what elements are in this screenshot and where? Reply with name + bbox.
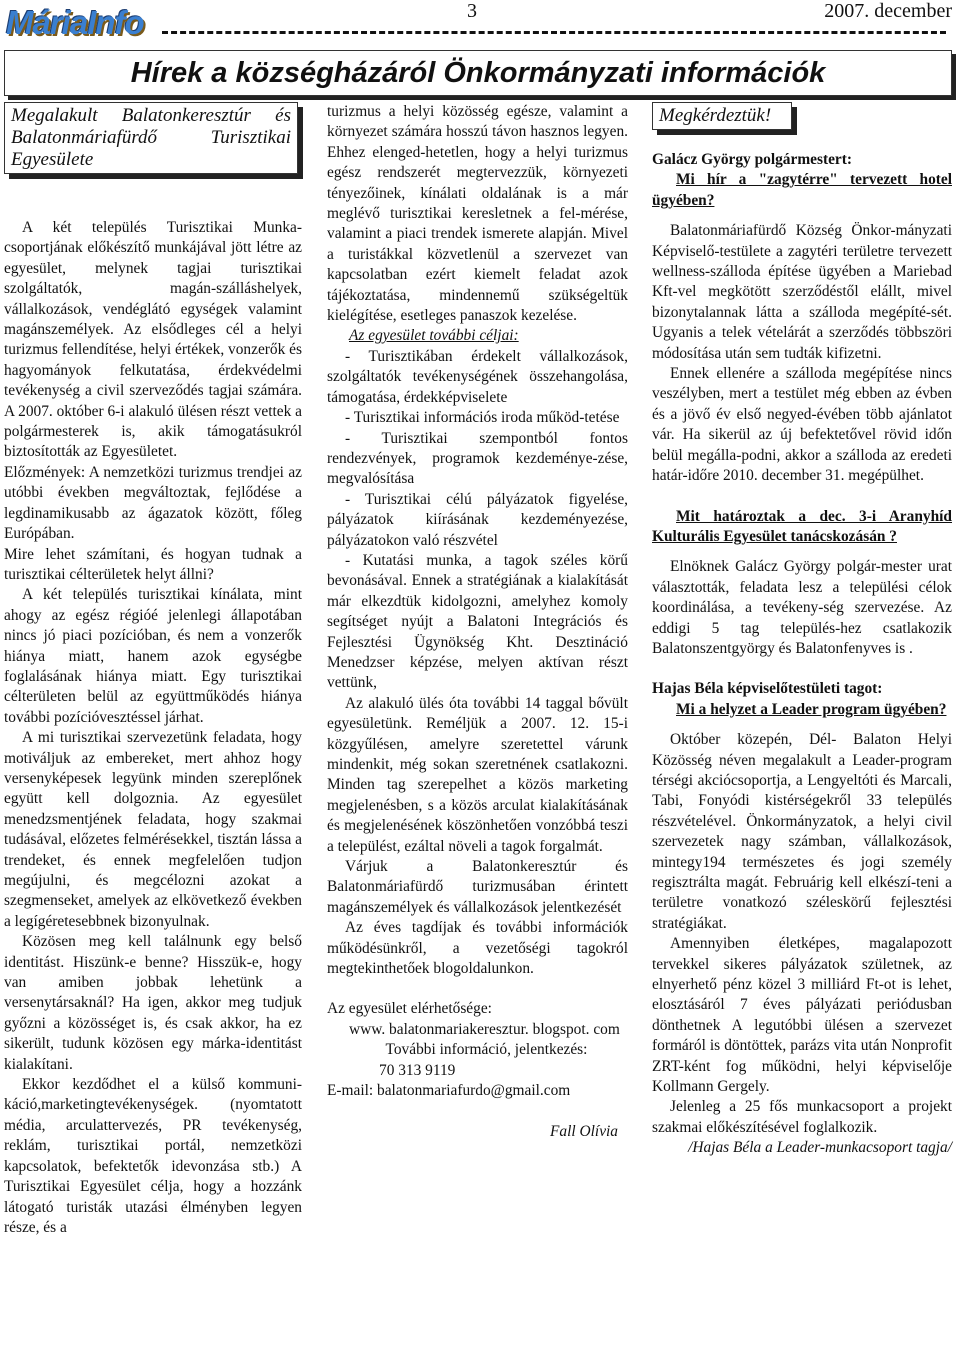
col1-paragraph: A mi turisztikai szervezetünk feladata, hogy motiváljuk az embereket, mert ahhoz hogy versenyképesek legyünk minden szereplőnek együtt kell dolgoznia. Az egyesület menedzsmentjének feladata, hogy szakmai tudásával, előzetes felmérésekkel, tisztán lássa a trendeket, és ennek megfelelően tudjon megújulni, és megcélozni azokat a szegmenseket, amelyek az elkövetkező években a legígéretesebbnek bizonyulnak. <box>4 729 302 930</box>
header-divider <box>162 31 946 34</box>
mariainfo-logo: MáriaInfo <box>6 4 144 41</box>
interview-question: Mi hír a "zagytérre" tervezett hotel ügyében? <box>652 171 952 209</box>
article-signature: Fall Olívia <box>550 1122 618 1140</box>
column-2 <box>327 102 628 1142</box>
contact-phone: 70 313 9119 <box>379 1061 456 1079</box>
contact-intro: Az egyesület elérhetősége: <box>327 1000 492 1018</box>
interview-question: Mi a helyzet a Leader program ügyében? <box>676 700 947 718</box>
goal-item: - Turisztikai célú pályázatok figyelése, pályázatok kiírásának kezdeményezése, pályázatokon való részvétel <box>327 490 628 549</box>
col2-paragraph: Az éves tagdíjak és további információk működésünkről, a vezetőségi tagokról megtekinthetőek blogoldalunkon. <box>327 919 628 978</box>
goal-item: - Turisztikai szempontból fontos rendezvények, programok kezdeménye-zése, megvalósítása <box>327 429 628 488</box>
masthead <box>0 0 960 46</box>
col1-paragraph: Mire lehet számítani, és hogyan tudnak a turisztikai célterületek helyt állni? <box>4 545 302 583</box>
col3-paragraph: Elnöknek Galácz György polgár-mester urat választották, feladata lesz a települési célok koordinálása, a tevékeny-ség szervezése. Az eddigi 5 tag település-hez csatlakozik Balatonszentgyörgy és Balatonfenyves is . <box>652 558 952 657</box>
interview-intro: Galácz György polgármestert: <box>652 151 853 168</box>
col1-paragraph: A két település turisztikai kínálata, mint ahogy az egész régióé jelenlegi állapotában nincs jó piaci pozícióban, és nem a vonzerők hiánya miatt, hanem azok egységbe foglalásának hiánya miatt. Egy turisztikai célterületen belül az együttműködés hiánya további pozícióvesztéssel járhat. <box>4 586 302 726</box>
col1-paragraph: Előzmények: A nemzetközi turizmus trendjei az utóbbi években megváltoztak, fejlődése a legdinamikusabb az ágazatok között, főleg Európában. <box>4 463 302 543</box>
col2-paragraph: Az alakuló ülés óta további 14 taggal bővült egyesületünk. Reméljük a 2007. 12. 15-i közgyűlésen, amelyre szeretettel várunk mindenkit, még sokan szeretnének csatlakozni. Minden tag szerepelhet a közös marketing megjelenésben, s a közös arculat kialakításának és megjelenésének köszönhetően vonzóbbá teszi a települést, ezáltal növeli a tagok forgalmát. <box>327 694 628 855</box>
column-3 <box>652 102 952 1159</box>
goal-item: - Turisztikai információs iroda működ-tetése <box>345 409 620 427</box>
col3-paragraph: Jelenleg a 25 fős munkacsoport a projekt szakmai előkészítésével foglalkozik. <box>652 1098 952 1136</box>
column-1 <box>4 102 302 1238</box>
col1-paragraph: Közösen meg kell találnunk egy belső identitást. Hiszünk-e benne? Hisszük-e, hogy van amiben jobbak lehetünk a versenytársaknál? Ha igen, akkor meg tudjuk győzni a közösséget is, és csak akkor, ha ez sikerült, tudunk közösen egy márka-identitást kialakítani. <box>4 933 302 1073</box>
col3-paragraph: Amennyiben életképes, magalapozott tervekkel sikeres pályázatok születnek, az elnyerhető pénz közel 3 milliárd Ft-ot is lehet, elosztásáról 7 éves pályázati periódusban dönthetnek A legutóbbi ülésen a szervezet formáról is döntöttek, parázs vita után Nonprofit ZRT-ként fog működni, helyi képviselője Kollmann Gergely. <box>652 935 952 1096</box>
interview-intro: Hajas Béla képviselőtestületi tagot: <box>652 680 883 698</box>
contact-web: www. balatonmariakeresztur. blogspot. com <box>349 1020 620 1038</box>
page-number: 3 <box>467 0 477 22</box>
interview-signature: /Hajas Béla a Leader-munkacsoport tagja/ <box>688 1139 952 1157</box>
col3-paragraph: Október közepén, Dél- Balaton Helyi Közösség néven megalakult a Leader-program térségi akciócsoportja, a Lengyeltóti és Marcali, Tabi, Fonyódi kistérségekről 33 település részvételével. Önkormányzatok, a helyi civil szervezetek nagy számban, vállalkozások, mintegy194 természetes és jogi személy regisztrálta magát. Februárig kell elkészí-teni a területre vonatkozó széleskörű fejlesztési stratégiákat. <box>652 731 952 932</box>
article-title-box: Megalakult Balatonkeresztúr és Balatonmáriafürdő Turisztikai Egyesülete <box>4 102 298 174</box>
col2-paragraph: turizmus a helyi közösség egésze, valamint a környezet számára hosszú távon hasznos legyen. Ehhez elenged-hetetlen, hogy a helyi turizmus egész rendszerét megtervezzük, környezeti tényezőinek, kínálati oldalának is a már meglévő turisztikai keresletnek a fel-mérése, valamint a piaci trendek ismerete alapján. Mivel a turistákkal közvetlenül a szervezet van kapcsolatban ezért kiemelt feladat azok tájékoztatása, mindennemű szükségeltük kielégítése, esetleges panaszok kezelése. <box>327 103 628 325</box>
col3-paragraph: Balatonmáriafürdő Község Önkor-mányzati Képviselő-testülete a zagytéri területre tervezett wellness-szálloda építése ügyében a Mariebad Kft-vel megkötött szerződéstől elállt, mivel bizonytalannak látta a szálloda megépíté-sét. Ugyanis a telek vételárát a szerződés többszöri módosítása után sem tudták kifizetni. <box>652 222 952 362</box>
contact-info: További információ, jelentkezés: <box>385 1041 588 1059</box>
col2-paragraph: Várjuk a Balatonkeresztúr és Balatonmáriafürdő turizmusában érintett magánszemélyek és vállalkozások jelentkezését <box>327 858 628 916</box>
interview-title-box: Megkérdeztük! <box>652 102 792 130</box>
col1-paragraph: Ekkor kezdődhet el a külső kommuni-káció,marketingtevékenységek. (nyomtatott média, arculattervezés, PR tevékenység, reklám, turisztikai portál, nemzetközi kapcsolatok, befektetők idevonzása stb.) A Turisztikai Egyesület célja, hogy a hozzánk látogató turisták utazási élményben legyen része, és a <box>4 1076 302 1236</box>
goal-item: - Turisztikában érdekelt vállalkozások, szolgáltatók tevékenységének összehangolása, támogatása, érdekképviselete <box>327 347 628 406</box>
col3-paragraph: Ennek ellenére a szálloda megépítése nincs veszélyben, mert a testület még ebben az évben és a jövő év első negyed-évében több ajánlatot vár. Ha sikerül az új befektetővel rövid időn belül megálla-podni, akkor a szálloda az eredeti határ-időre 2010. december 31. megépülhet. <box>652 365 952 485</box>
contact-email: E-mail: balatonmariafurdo@gmail.com <box>327 1082 571 1100</box>
section-banner: Hírek a községházáról Önkormányzati információk <box>4 50 952 96</box>
goals-heading: Az egyesület további céljai: <box>349 327 519 345</box>
col1-paragraph: A két település Turisztikai Munka-csoportjának előkészítő munkájával jött létre az egyesület, melynek tagjai turisztikai szolgáltatók, magán-szálláshelyek, vállalkozások, vendéglátó egységek valamint magánszemélyek. Az elsődleges cél a helyi turizmus fellendítése, helyi értékek, vonzerők és hagyományok felkutatása, érdekvédelmi tevékenység a civil szerveződés tagjai számára. A 2007. október 6-i alakuló ülésen részt vettek a polgármesterek is, akik támogatásukról biztosították az Egyesületet. <box>4 219 302 461</box>
issue-date: 2007. december <box>824 0 952 22</box>
goal-item: - Kutatási munka, a tagok széles körű bevonásával. Ennek a stratégiának a kialakítását már elkezdtük kidolgozni, amelyhez komoly segítséget nyújt a Balatoni Integrációs és Fejlesztési Ügynökség Kht. Desztináció Menedzser képzése, melyen aktívan részt vettünk, <box>327 551 628 692</box>
interview-question: Mit határoztak a dec. 3-i Aranyhíd Kulturális Egyesület tanácskozásán ? <box>652 507 952 545</box>
